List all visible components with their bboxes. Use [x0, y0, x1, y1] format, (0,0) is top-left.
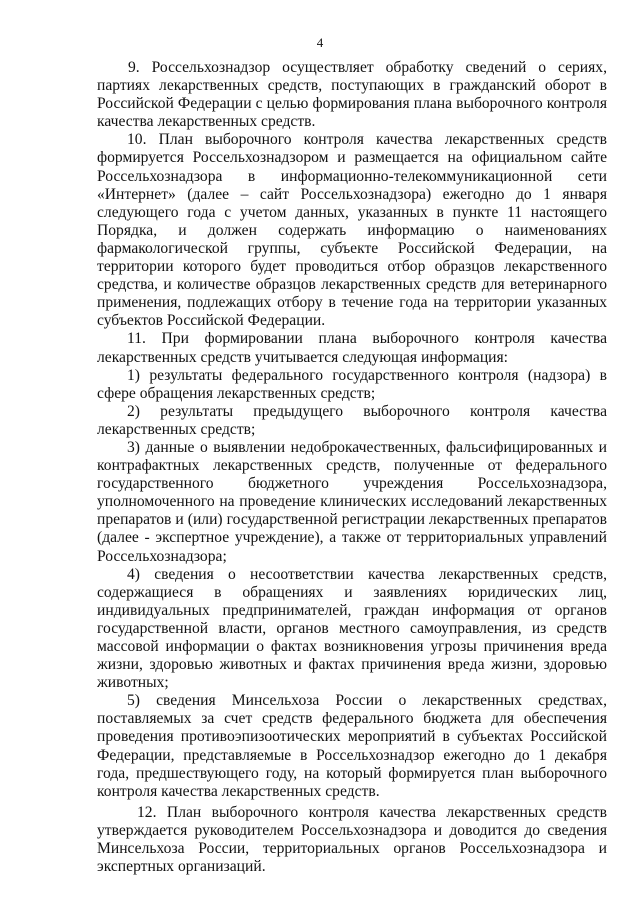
- paragraph-9: 9. Россельхознадзор осуществляет обработку сведений о сериях, партиях лекарственных средств, поступающих в гражданский оборот в Российской Федерации с целью формирования плана выборочного контроля качества лекарственных средств.: [97, 59, 607, 131]
- list-item-1: 1) результаты федерального государственного контроля (надзора) в сфере обращения лекарственных средств;: [97, 366, 607, 402]
- paragraph-11: 11. При формировании плана выборочного контроля качества лекарственных средств учитывается следующая информация:: [97, 330, 607, 366]
- document-body: [97, 59, 607, 876]
- page-number: 4: [316, 35, 324, 50]
- list-item-2: 2) результаты предыдущего выборочного контроля качества лекарственных средств;: [97, 402, 607, 438]
- list-item-3: 3) данные о выявлении недоброкачественных, фальсифицированных и контрафактных лекарственных средств, полученные от федерального государственного бюджетного учреждения Россельхознадзора, уполномоченного на проведение клинических исследований лекарственных препаратов и (или) государственной регистрации лекарственных препаратов (далее - экспертное учреждение), а также от территориальных управлений Россельхознадзора;: [97, 438, 607, 565]
- list-item-5: 5) сведения Минсельхоза России о лекарственных средствах, поставляемых за счет средств федерального бюджета для обеспечения проведения противоэпизоотических мероприятий в субъектах Российской Федерации, представляемые в Россельхознадзор ежегодно до 1 декабря года, предшествующего году, на который формируется план выборочного контроля качества лекарственных средств.: [97, 692, 607, 800]
- list-item-4: 4) сведения о несоответствии качества лекарственных средств, содержащиеся в обращениях и заявлениях юридических лиц, индивидуальных предпринимателей, граждан информация от органов государственной власти, органов местного самоуправления, из средств массовой информации о фактах возникновения угрозы причинения вреда жизни, здоровью животных и фактах причинения вреда жизни, здоровью животных;: [97, 565, 607, 692]
- paragraph-10: 10. План выборочного контроля качества лекарственных средств формируется Россельхознадзором и размещается на официальном сайте Россельхознадзора в информационно-телекоммуникационной сети «Интернет» (далее – сайт Россельхознадзора) ежегодно до 1 января следующего года с учетом данных, указанных в пункте 11 настоящего Порядка, и должен содержать информацию о наименованиях фармакологической группы, субъекте Российской Федерации, на территории которого будет проводиться отбор образцов лекарственного средства, и количестве образцов лекарственных средств для ветеринарного применения, подлежащих отбору в течение года на территории указанных субъектов Российской Федерации.: [97, 131, 607, 330]
- paragraph-12: 12. План выборочного контроля качества лекарственных средств утверждается руководителем Россельхознадзора и доводится до сведения Минсельхоза России, территориальных органов Россельхознадзора и экспертных организаций.: [97, 803, 607, 876]
